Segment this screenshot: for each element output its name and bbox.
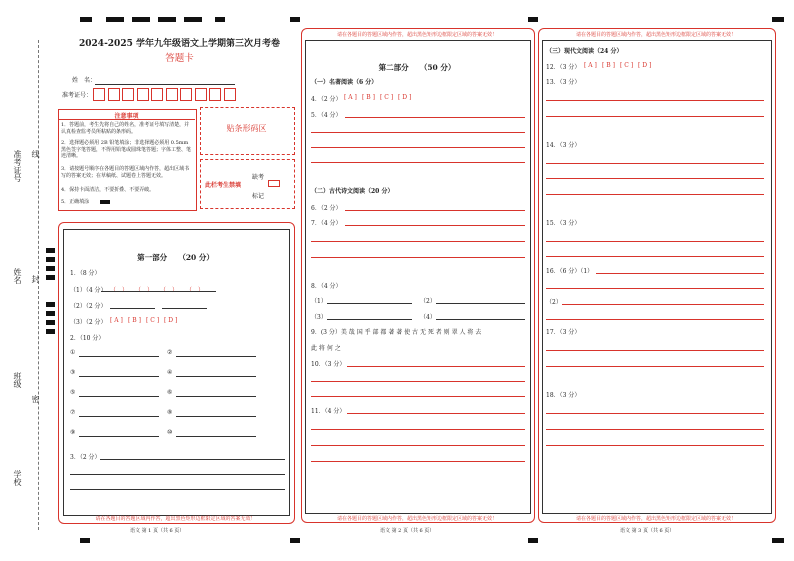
answer-line[interactable] — [311, 396, 525, 397]
answer-line[interactable] — [546, 256, 764, 257]
answer-line[interactable] — [311, 381, 525, 382]
q1-1-blank[interactable]: （ ） — [135, 287, 154, 294]
registration-mark — [290, 17, 300, 22]
q2-item-number: ⑧ — [167, 409, 173, 416]
q2-item-number: ⑨ — [70, 429, 76, 436]
page2-footer: 语文 第 2 页（共 6 页） — [380, 528, 435, 534]
q13-label: 13．（3 分） — [546, 79, 581, 86]
sub3-title: （三）现代文阅读（24 分） — [546, 48, 623, 55]
answer-line[interactable] — [79, 356, 159, 357]
q8-label: 8．（4 分） — [311, 283, 342, 290]
answer-line[interactable] — [311, 257, 525, 258]
column1-warning: 请在各题目的答题区域内作答，超出黑色矩形边框限定区域的答案无效！ — [95, 516, 256, 522]
answer-line[interactable] — [311, 162, 525, 163]
answer-line[interactable] — [311, 445, 525, 446]
choice-d[interactable]: [ D ] — [638, 62, 652, 69]
answer-line[interactable] — [100, 459, 285, 460]
section2-title: 第二部分 （50 分） — [378, 63, 456, 72]
id-label: 准考证号： — [62, 92, 93, 99]
answer-line[interactable] — [546, 288, 764, 289]
registration-mark — [158, 17, 176, 22]
id-digit-cell[interactable] — [180, 88, 192, 101]
q8-part: （1） — [311, 298, 327, 305]
q2-item-number: ③ — [70, 369, 76, 376]
side-seal-seal: 封 — [31, 275, 40, 283]
answer-line[interactable] — [327, 319, 412, 320]
choice-a[interactable]: [ A ] — [584, 62, 597, 69]
q1-1-blank[interactable]: （ ） — [110, 287, 129, 294]
registration-mark — [290, 538, 300, 543]
q17-label: 17．（3 分） — [546, 329, 581, 336]
q5-label: 5．（4 分） — [311, 112, 342, 119]
answer-line[interactable] — [546, 445, 764, 446]
choice-d[interactable]: [ D ] — [398, 94, 412, 101]
name-field[interactable] — [95, 84, 235, 85]
answer-line[interactable] — [176, 416, 256, 417]
absent-checkbox[interactable] — [268, 180, 280, 187]
q9-text-2: 此 将 何 之 — [311, 345, 341, 352]
registration-mark — [772, 17, 784, 22]
q1-3-label: （3）（2 分） — [70, 319, 107, 326]
barcode-label: 贴条形码区 — [226, 124, 267, 133]
notice-item: 2．选择题必须用 2B 铅笔填涂；非选择题必须用 0.5mm 黑色签字笔答题，不得用铅笔或圆珠笔答题；字体工整、笔迹清晰。 — [61, 140, 192, 159]
id-digit-cell[interactable] — [224, 88, 236, 101]
notice-title: 注意事项 — [114, 113, 139, 120]
registration-mark — [80, 17, 92, 22]
q3-label: 3．（2 分） — [70, 454, 101, 461]
answer-line[interactable] — [546, 429, 764, 430]
answer-line[interactable] — [176, 356, 256, 357]
registration-mark — [106, 17, 124, 22]
id-digit-cell[interactable] — [137, 88, 149, 101]
registration-mark — [80, 538, 90, 543]
choice-b[interactable]: [ B ] — [362, 94, 375, 101]
q7-label: 7．（4 分） — [311, 220, 342, 227]
answer-line[interactable] — [347, 366, 525, 367]
notice-item: 4．保持卡面清洁，不要折叠、不要弄破。 — [61, 187, 155, 193]
q8-part: （2） — [420, 298, 436, 305]
id-digit-cell[interactable] — [166, 88, 178, 101]
notice-divider — [58, 119, 195, 120]
id-digit-cell[interactable] — [209, 88, 221, 101]
answer-line[interactable] — [176, 396, 256, 397]
registration-mark — [215, 17, 225, 22]
choice-a[interactable]: [ A ] — [110, 317, 123, 324]
registration-mark — [46, 257, 55, 262]
absent-mark-text1: 缺考 — [252, 174, 265, 181]
answer-line[interactable] — [546, 366, 764, 367]
side-id-label: 准考证号 — [13, 150, 22, 182]
choice-c[interactable]: [ C ] — [620, 62, 634, 69]
id-digit-cell[interactable] — [151, 88, 163, 101]
registration-mark — [46, 266, 55, 271]
answer-line[interactable] — [176, 376, 256, 377]
id-digit-cell[interactable] — [122, 88, 134, 101]
registration-mark — [46, 320, 55, 325]
fill-sample-icon — [100, 200, 110, 204]
choice-d[interactable]: [ D ] — [164, 317, 178, 324]
answer-line[interactable] — [546, 178, 764, 179]
notice-item: 1．答题前，考生先将自己的姓名，准考证号填写清楚，并认真检查监考员所粘贴的条形码。 — [61, 122, 190, 135]
q2-item-number: ⑦ — [70, 409, 76, 416]
answer-line[interactable] — [546, 100, 764, 101]
sub1-title: （一）名著阅读（6 分） — [311, 79, 378, 86]
answer-line[interactable] — [79, 416, 159, 417]
side-name-label: 姓名 — [13, 268, 22, 284]
answer-line[interactable] — [311, 241, 525, 242]
answer-line[interactable] — [546, 413, 764, 414]
answer-line[interactable] — [546, 194, 764, 195]
side-school-label: 学校 — [13, 470, 22, 486]
q2-item-number: ⑤ — [70, 389, 76, 396]
q16-2-label: （2） — [546, 299, 562, 306]
registration-mark — [772, 538, 784, 543]
answer-line[interactable] — [311, 461, 525, 462]
answer-line[interactable] — [562, 304, 764, 305]
page3-footer: 语文 第 3 页（共 6 页） — [620, 528, 675, 534]
answer-line[interactable] — [546, 350, 764, 351]
registration-mark — [528, 17, 538, 22]
answer-line[interactable] — [70, 474, 285, 475]
choice-a[interactable]: [ A ] — [344, 94, 357, 101]
choice-c[interactable]: [ C ] — [380, 94, 394, 101]
q11-label: 11．（4 分） — [311, 408, 346, 415]
q18-label: 18．（3 分） — [546, 392, 581, 399]
answer-line[interactable] — [546, 319, 764, 320]
q2-item-number: ④ — [167, 369, 173, 376]
column2-warning: 请在各题目的答题区域内作答，超出黑色矩形边框限定区域的答案无效！ — [336, 516, 497, 522]
absent-mark-text2: 标记 — [252, 193, 265, 200]
q12-label: 12．（3 分） — [546, 64, 581, 71]
name-label: 姓 名： — [72, 77, 97, 84]
id-digit-cell[interactable] — [108, 88, 120, 101]
answer-line[interactable] — [176, 436, 256, 437]
exam-title: 2024-2025 学年九年级语文上学期第三次月考卷 — [79, 39, 280, 49]
registration-mark — [46, 275, 55, 280]
q10-label: 10．（3 分） — [311, 361, 346, 368]
registration-mark — [46, 311, 55, 316]
answer-line[interactable] — [79, 436, 159, 437]
registration-mark — [528, 538, 538, 543]
q2-label: 2．（10 分） — [70, 335, 105, 342]
choice-b[interactable]: [ B ] — [602, 62, 615, 69]
answer-line[interactable] — [70, 489, 285, 490]
q14-label: 14．（3 分） — [546, 142, 581, 149]
registration-mark — [46, 302, 55, 307]
q2-item-number: ⑥ — [167, 389, 173, 396]
answer-line[interactable] — [347, 413, 525, 414]
answer-line[interactable] — [162, 308, 207, 309]
binding-line — [38, 40, 39, 530]
q2-item-number: ⑩ — [167, 429, 173, 436]
q1-1-blank[interactable]: （ ） — [186, 287, 205, 294]
card-title: 答题卡 — [165, 53, 194, 64]
answer-line[interactable] — [79, 376, 159, 377]
registration-mark — [132, 17, 150, 22]
answer-line[interactable] — [311, 147, 525, 148]
answer-line[interactable] — [79, 396, 159, 397]
answer-line[interactable] — [546, 163, 764, 164]
absent-label: 此栏考生禁填 — [205, 182, 242, 189]
answer-line[interactable] — [311, 132, 525, 133]
q1-1-blank[interactable]: （ ） — [160, 287, 179, 294]
q9-text: 9．(3 分）美 哉 国 乎 部 都 著 著 使 古 无 死 者 则 翠 人 将 去 — [311, 329, 482, 336]
section1-title: 第一部分 （20 分） — [137, 253, 214, 262]
q1-1-label: （1）（4 分） — [70, 287, 107, 294]
section3-answer-box — [542, 40, 772, 514]
answer-line[interactable] — [596, 273, 764, 274]
choice-b[interactable]: [ B ] — [128, 317, 141, 324]
answer-line[interactable] — [546, 241, 764, 242]
answer-line[interactable] — [345, 210, 525, 211]
answer-line[interactable] — [327, 303, 412, 304]
choice-c[interactable]: [ C ] — [146, 317, 160, 324]
registration-mark — [184, 17, 202, 22]
answer-line[interactable] — [546, 116, 764, 117]
answer-line[interactable] — [110, 308, 155, 309]
side-seal-line: 线 — [31, 150, 40, 158]
notice-item: 3．请按题号顺序在各题目的答题区域内作答，超出区域书写的答案无效；在草稿纸、试题卷上答题无效。 — [61, 166, 190, 179]
q1-label: 1．（8 分） — [70, 270, 101, 277]
q2-item-number: ① — [70, 349, 76, 356]
q16-label: 16．（6 分）（1） — [546, 268, 594, 275]
blank-line[interactable] — [101, 291, 216, 292]
page1-footer: 语文 第 1 页（共 6 页） — [130, 528, 185, 534]
sub2-title: （二）古代诗文阅读（20 分） — [311, 188, 394, 195]
q6-label: 6．（2 分） — [311, 205, 342, 212]
q15-label: 15．（3 分） — [546, 220, 581, 227]
answer-line[interactable] — [436, 319, 525, 320]
id-digit-cell[interactable] — [195, 88, 207, 101]
side-class-label: 班级 — [13, 372, 22, 388]
answer-line[interactable] — [345, 117, 525, 118]
id-digit-cell[interactable] — [93, 88, 105, 101]
q8-part: （4） — [420, 314, 436, 321]
notice-item: 5．正确填涂 — [61, 199, 90, 205]
answer-line[interactable] — [311, 429, 525, 430]
answer-line[interactable] — [436, 303, 525, 304]
q2-item-number: ② — [167, 349, 173, 356]
column2-warning-top: 请在各题目的答题区域内作答，超出黑色矩形边框限定区域的答案无效！ — [336, 32, 497, 38]
answer-line[interactable] — [345, 225, 525, 226]
registration-mark — [46, 248, 55, 253]
q1-2-label: （2）（2 分） — [70, 303, 107, 310]
column3-warning: 请在各题目的答题区域内作答，超出黑色矩形边框限定区域的答案无效！ — [575, 516, 736, 522]
side-seal-secret: 密 — [31, 395, 40, 403]
q4-label: 4．（2 分） — [311, 96, 342, 103]
registration-mark — [46, 329, 55, 334]
q8-part: （3） — [311, 314, 327, 321]
column3-warning-top: 请在各题目的答题区域内作答，超出黑色矩形边框限定区域的答案无效！ — [575, 32, 736, 38]
